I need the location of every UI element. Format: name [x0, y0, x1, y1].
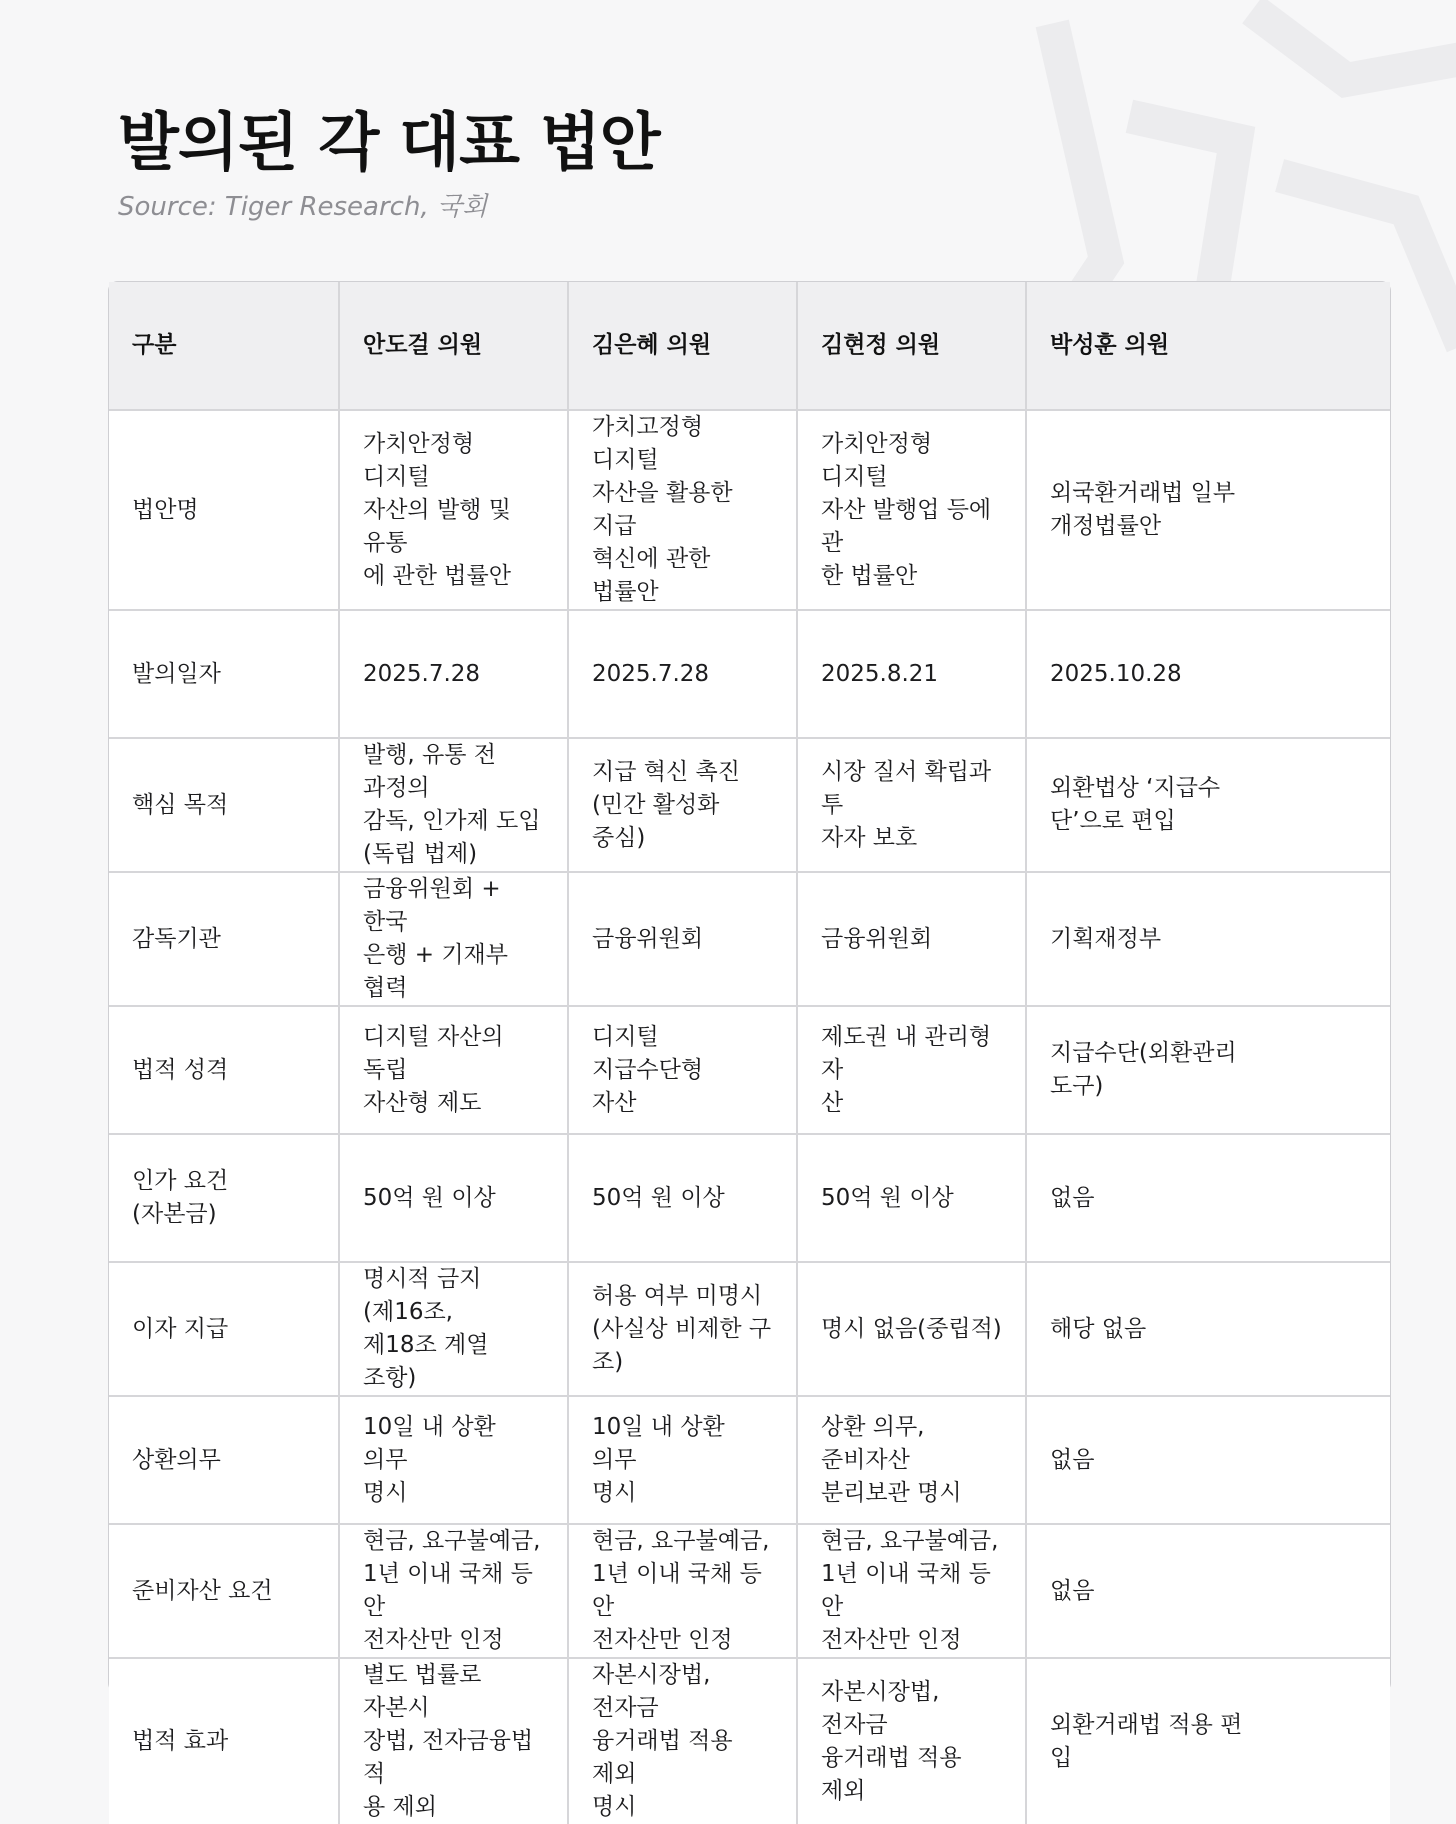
row-label: 법적 성격 [109, 1006, 339, 1134]
table-cell: 기획재정부 [1026, 872, 1390, 1006]
bill-comparison-table [109, 282, 1390, 1824]
row-label: 법적 효과 [109, 1658, 339, 1824]
table-cell: 가치안정형 디지털 자산의 발행 및 유통 에 관한 법률안 [339, 410, 568, 610]
table-row [109, 410, 1390, 610]
bill-comparison-table-container [108, 281, 1391, 1820]
row-label: 핵심 목적 [109, 738, 339, 872]
table-cell: 제도권 내 관리형 자 산 [797, 1006, 1026, 1134]
row-label: 법안명 [109, 410, 339, 610]
table-cell: 금융위원회 [568, 872, 797, 1006]
row-label: 이자 지급 [109, 1262, 339, 1396]
row-label: 준비자산 요건 [109, 1524, 339, 1658]
table-cell: 2025.7.28 [568, 610, 797, 738]
source-caption: Source: Tiger Research, 국회 [118, 192, 488, 222]
table-cell: 지급 혁신 촉진 (민간 활성화 중심) [568, 738, 797, 872]
table-cell: 현금, 요구불예금, 1년 이내 국채 등 안 전자산만 인정 [339, 1524, 568, 1658]
table-cell: 가치고정형 디지털 자산을 활용한 지급 혁신에 관한 법률안 [568, 410, 797, 610]
table-cell: 지급수단(외환관리 도구) [1026, 1006, 1390, 1134]
table-row [109, 1262, 1390, 1396]
table-row [109, 1006, 1390, 1134]
table-cell: 외국환거래법 일부 개정법률안 [1026, 410, 1390, 610]
table-cell: 가치안정형 디지털 자산 발행업 등에 관 한 법률안 [797, 410, 1026, 610]
table-cell: 자본시장법, 전자금 융거래법 적용 제외 명시 [568, 1658, 797, 1824]
table-cell: 2025.10.28 [1026, 610, 1390, 738]
header-cell-kim-eunhye: 김은혜 의원 [568, 282, 797, 410]
table-cell: 10일 내 상환 의무 명시 [339, 1396, 568, 1524]
table-cell: 현금, 요구불예금, 1년 이내 국채 등 안 전자산만 인정 [797, 1524, 1026, 1658]
table-cell: 없음 [1026, 1396, 1390, 1524]
table-row [109, 610, 1390, 738]
row-label: 발의일자 [109, 610, 339, 738]
table-cell: 허용 여부 미명시 (사실상 비제한 구 조) [568, 1262, 797, 1396]
table-cell: 외환법상 ‘지급수 단’으로 편입 [1026, 738, 1390, 872]
table-cell: 명시적 금지(제16조, 제18조 계열 조항) [339, 1262, 568, 1396]
table-row [109, 1134, 1390, 1262]
table-cell: 없음 [1026, 1134, 1390, 1262]
table-cell: 10일 내 상환 의무 명시 [568, 1396, 797, 1524]
table-cell: 현금, 요구불예금, 1년 이내 국채 등 안 전자산만 인정 [568, 1524, 797, 1658]
header-cell-category: 구분 [109, 282, 339, 410]
table-row [109, 1658, 1390, 1824]
row-label: 인가 요건 (자본금) [109, 1134, 339, 1262]
table-cell: 50억 원 이상 [797, 1134, 1026, 1262]
table-row [109, 738, 1390, 872]
row-label: 감독기관 [109, 872, 339, 1006]
table-cell: 없음 [1026, 1524, 1390, 1658]
page-title: 발의된 각 대표 법안 [118, 106, 660, 179]
header-cell-park-seonghun: 박성훈 의원 [1026, 282, 1390, 410]
table-cell: 명시 없음(중립적) [797, 1262, 1026, 1396]
header-cell-an-dogeol: 안도걸 의원 [339, 282, 568, 410]
table-cell: 금융위원회 [797, 872, 1026, 1006]
table-cell: 금융위원회 + 한국 은행 + 기재부 협력 [339, 872, 568, 1006]
table-cell: 50억 원 이상 [568, 1134, 797, 1262]
table-cell: 2025.7.28 [339, 610, 568, 738]
table-cell: 시장 질서 확립과 투 자자 보호 [797, 738, 1026, 872]
table-cell: 발행, 유통 전 과정의 감독, 인가제 도입 (독립 법제) [339, 738, 568, 872]
table-cell: 해당 없음 [1026, 1262, 1390, 1396]
table-cell: 외환거래법 적용 편 입 [1026, 1658, 1390, 1824]
header-cell-kim-hyeonjeong: 김현정 의원 [797, 282, 1026, 410]
table-cell: 디지털 지급수단형 자산 [568, 1006, 797, 1134]
table-row [109, 872, 1390, 1006]
table-cell: 디지털 자산의 독립 자산형 제도 [339, 1006, 568, 1134]
table-cell: 50억 원 이상 [339, 1134, 568, 1262]
table-cell: 자본시장법, 전자금 융거래법 적용 제외 [797, 1658, 1026, 1824]
table-row [109, 1524, 1390, 1658]
table-cell: 별도 법률로 자본시 장법, 전자금융법 적 용 제외 [339, 1658, 568, 1824]
table-cell: 상환 의무, 준비자산 분리보관 명시 [797, 1396, 1026, 1524]
table-row [109, 1396, 1390, 1524]
row-label: 상환의무 [109, 1396, 339, 1524]
table-header-row [109, 282, 1390, 410]
table-cell: 2025.8.21 [797, 610, 1026, 738]
